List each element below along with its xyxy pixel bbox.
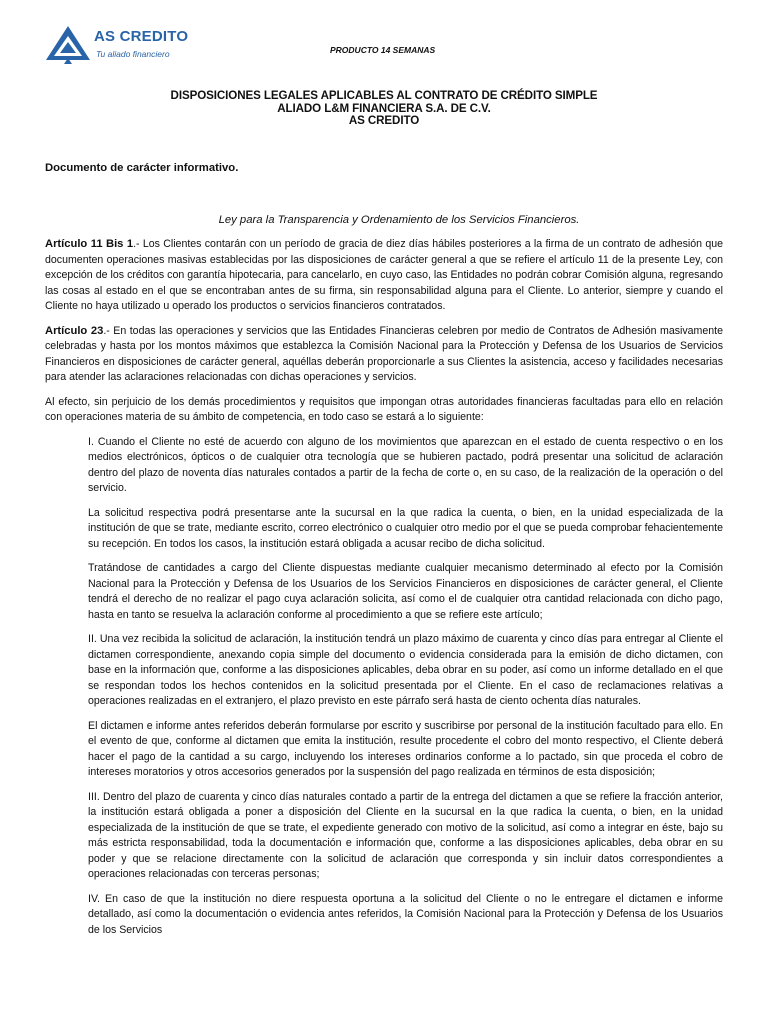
fraction-iii: III. Dentro del plazo de cuarenta y cinco días naturales contado a partir de la entrega del dictamen a que se refiere la fracción anterior, la institución estará obligada a poner a disposición del Cliente en la sucursal en la que radica la cuenta, o bien, en la unidad especializada de la institución de que se trate, el expediente generado con motivo de la solicitud, así como a integrar en éste, bajo su más estricta responsabilidad, toda la documentación e información que, conforme a las disposiciones aplicables, deba obrar en su poder y que se relacione directamente con la solicitud de aclaración que corresponda y sin incluir datos correspondientes a operaciones relacionadas con terceras personas; bbox=[88, 790, 723, 880]
logo-emblem-icon bbox=[44, 24, 92, 66]
document-title: DISPOSICIONES LEGALES APLICABLES AL CONTRATO DE CRÉDITO SIMPLE bbox=[170, 89, 598, 102]
article-11-label: Artículo 11 Bis 1 bbox=[45, 238, 134, 250]
product-label: PRODUCTO 14 SEMANAS bbox=[330, 45, 436, 55]
company-name: ALIADO L&M FINANCIERA S.A. DE C.V. bbox=[277, 101, 491, 115]
document-title-block bbox=[0, 90, 768, 128]
article-23-text: .- En todas las operaciones y servicios que las Entidades Financieras celebren por medio de Contratos de Adhesión masivamente celebradas y hasta por los montos máximos que establezca la Comisión Nacional para la Protección y Defensa de los Usuarios de Servicios Financieros en disposiciones de carácter general, aquéllas deberán proporcionarle a sus Clientes la asistencia, acceso y facilidades necesarias para atender las aclaraciones relacionadas con dichas operaciones y servicios. bbox=[45, 324, 723, 383]
article-11-paragraph bbox=[45, 237, 723, 315]
logo-tagline: Tu aliado financiero bbox=[96, 49, 170, 59]
logo-brand-name: AS CREDITO bbox=[94, 28, 189, 45]
document-body bbox=[45, 237, 723, 947]
paragraph-al-efecto: Al efecto, sin perjuicio de los demás procedimientos y requisitos que impongan otras autoridades financieras facultadas para ello en relación con operaciones materia de su ámbito de competencia, en todo caso se estará a lo siguiente: bbox=[45, 395, 723, 423]
fraction-iv: IV. En caso de que la institución no diere respuesta oportuna a la solicitud del Cliente o no le entregare el dictamen e informe detallado, así como la documentación o evidencia antes referidos, la Comisión Nacional para la Protección y Defensa de los Usuarios de los Servicios bbox=[88, 892, 723, 936]
fraction-ii: II. Una vez recibida la solicitud de aclaración, la institución tendrá un plazo máximo de cuarenta y cinco días para entregar al Cliente el dictamen correspondiente, anexando copia simple del documento o evidencia considerada para la emisión de dicho dictamen, con base en la información que, conforme a las disposiciones aplicables, deba obrar en su poder, así como un informe detallado en el que se respondan todos los hechos contenidos en la solicitud presentada por el Cliente. En el caso de reclamaciones relativas a operaciones realizadas en el extranjero, el plazo previsto en este párrafo será hasta de ciento ochenta días naturales. bbox=[88, 633, 723, 707]
law-title: Ley para la Transparencia y Ordenamiento de los Servicios Financieros. bbox=[218, 214, 580, 226]
article-23-paragraph bbox=[45, 324, 723, 386]
paragraph-dictamen: El dictamen e informe antes referidos deberán formularse por escrito y suscribirse por personal de la institución facultado para ello. En el evento de que, conforme al dictamen que emita la institución, resulte procedente el cobro del monto respectivo, el Cliente deberá hacer el pago de la cantidad a su cargo, incluyendo los intereses ordinarios conforme a lo pactado, sin que proceda el cobro de intereses moratorios y otros accesorios generados por la suspensión del pago realizada en términos de esta disposición; bbox=[88, 719, 723, 778]
paragraph-solicitud: La solicitud respectiva podrá presentarse ante la sucursal en la que radica la cuenta, o bien, en la unidad especializada de la institución de que se trate, mediante escrito, correo electrónico o cualquier otro medio por el que se pueda comprobar fehacientemente su recepción. En todos los casos, la institución estará obligada a acusar recibo de dicha solicitud. bbox=[88, 506, 723, 550]
fraction-i: I. Cuando el Cliente no esté de acuerdo con alguno de los movimientos que aparezcan en el estado de cuenta respectivo o en los medios electrónicos, ópticos o de cualquier otra tecnología que se hubieren pactado, podrá presentar una solicitud de aclaración dentro del plazo de noventa días naturales contados a partir de la fecha de corte o, en su caso, de la realización de la operación o del servicio. bbox=[88, 435, 723, 494]
brand-name: AS CREDITO bbox=[348, 114, 420, 128]
informative-note: Documento de carácter informativo. bbox=[45, 162, 239, 174]
company-logo bbox=[44, 24, 204, 66]
article-11-text: .- Los Clientes contarán con un período de gracia de diez días hábiles posteriores a la firma de un contrato de adhesión que documenten operaciones masivas establecidas por las disposiciones de carácter general a que se refiere el artículo 11 de la presente Ley, con excepción de los créditos con garantía hipotecaria, para cancelarlo, en cuyo caso, las Entidades no podrán cobrar Comisión alguna, regresando las cosas al estado en el que se encontraban antes de su firma, sin responsabilidad alguna para el Cliente. Lo anterior, siempre y cuando el Cliente no haya utilizado u operado los productos o servicios financieros contratados. bbox=[45, 238, 724, 312]
article-23-label: Artículo 23 bbox=[45, 324, 104, 337]
paragraph-tratandose: Tratándose de cantidades a cargo del Cliente dispuestas mediante cualquier mecanismo determinado al efecto por la Comisión Nacional para la Protección y Defensa de los Usuarios de los Servicios Financieros en disposiciones de carácter general, el Cliente tendrá el derecho de no realizar el pago cuya aclaración solicita, así como el de cualquier otra cantidad relacionada con dicho pago, hasta en tanto se resuelva la aclaración conforme al procedimiento a que se refiere este artículo; bbox=[88, 562, 723, 621]
